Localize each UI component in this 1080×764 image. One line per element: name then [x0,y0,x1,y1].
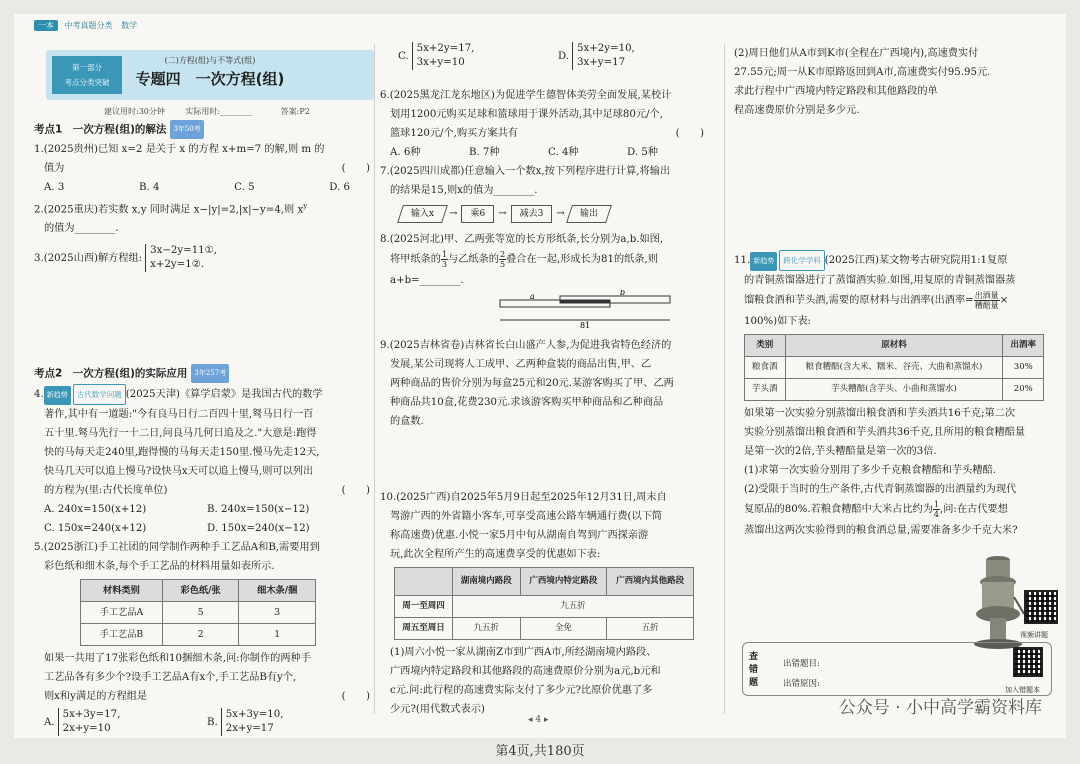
table-cell: 20% [1003,379,1044,401]
option-b: B. 240x=150(x−12) [207,503,310,515]
chapter-label: (二)方程(组)与不等式(组) [164,56,256,65]
option-d: D. 5种 [627,147,658,158]
fraction [441,250,448,269]
numerator: 1 [933,499,939,509]
trend-tag: 新趋势 [750,252,777,271]
flow-output [566,205,612,223]
column-divider [374,44,375,714]
arrow-icon: → [498,208,507,219]
q11-part-2-4: 蒸馏出这两次实验得到的粮食酒总量,需要准备多少千克大米? [744,525,1018,536]
question-5 [34,538,370,736]
page-footer: 第4页,共180页 [495,744,585,759]
table-cell: 1 [239,623,316,645]
q11-text-5: 如果第一次实验分别蒸馏出粮食酒和芋头酒共16千克;第二次 [744,408,1016,419]
denominator: 4 [933,509,939,519]
q6-text: 6.(2025黑龙江龙东地区)为促进学生德智体美劳全面发展,某校计 [380,90,672,101]
table-header: 广西境内其他路段 [607,568,694,596]
q10-part-1-4: 少元?(用代数式表示) [390,704,485,715]
q4-text-3: 五十里.驽马先行一十二日,问良马几何日追及之."大意是:跑得 [44,427,317,439]
panel-field-reason: 出错原因: [783,679,820,689]
q5-text-5: 则x和y满足的方程组是 [44,690,148,702]
table-header: 彩色纸/张 [162,579,239,601]
table-cell: 手工艺品B [81,623,163,645]
table-row [745,357,1044,379]
video-qr-code[interactable] [1024,590,1058,624]
q10-text-3: 称高速费)优惠.小悦一家5月中旬从湖南自驾到广西探亲游 [390,530,649,541]
answer-paren: ( ) [341,162,370,174]
table-header: 湖南境内路段 [453,568,521,596]
q10-part-2-2: 27.55元;周一从K市原路返回到A市,高速费实付95.95元. [734,67,991,78]
table-header: 细木条/捆 [239,579,316,601]
q5-options-ab [34,708,370,736]
q8-text-3: 与乙纸条的 [448,254,499,265]
option-b: B. 5x+3y=10, 2x+y=17 [207,708,284,734]
table-cell: 五折 [607,618,694,640]
brand-tag: 一本 [34,20,58,31]
liquor-table [744,334,1044,401]
answer-paren: ( ) [675,128,704,139]
table-row [81,623,316,645]
q11-part-2: (2)受限于当时的生产条件,古代青铜蒸馏器的出酒量约为现代 [744,484,1017,495]
q7-text: 7.(2025四川成都)任意输入一个数x,按下列程序进行计算,将输出 [380,166,671,177]
topic-tag: 古代数学问题 [73,384,126,405]
q1-text: 1.(2025贵州)已知 x=2 是关于 x 的方程 x+m=7 的解,则 m 的 [34,143,325,155]
q11-text: (2025江西)某文物考古研究院用1:1复原 [824,255,1008,266]
answer-ref: 答案:P2 [280,107,310,116]
table-header: 类别 [745,335,786,357]
option-a: A. 3 [44,181,65,193]
table-header: 出酒率 [1003,335,1044,357]
option-b: B. 4 [139,181,160,193]
flow-step: 乘6 [461,205,494,223]
series-name: 中考真题分类 [64,21,113,30]
flow-output-label: 输出 [579,208,598,219]
fraction [499,250,506,269]
option-a: A. 5x+3y=17, 2x+y=10 [44,708,121,734]
table-cell: 周五至周日 [395,618,453,640]
q10-text: 10.(2025广西)自2025年5月9日起至2025年12月31日,周末自 [380,492,667,503]
q9-text-5: 的盒数. [390,416,424,427]
equation-system [145,244,217,272]
question-2 [34,197,370,238]
table-cell: 粮食糟醅(含大米、糯米、谷壳、大曲和蒸馏水) [785,357,1003,379]
q6-text-3: 篮球120元/个,购买方案共有 [390,128,518,139]
arrow-icon: → [449,208,458,219]
table-cell: 全免 [520,618,607,640]
q10-part-2-3: 求此行程中广西境内特定路段和其他路段的单 [734,86,938,97]
answer-paren: ( ) [341,690,370,702]
table-row [395,618,694,640]
option-d: D. 5x+2y=10, 3x+y=17 [558,43,635,68]
flow-step: 减去3 [511,205,553,223]
option-c: C. 5x+2y=17, 3x+y=10 [398,43,475,68]
q9-text-2: 发展,某公司现将人工成甲、乙两种盒装的商品出售,甲、乙 [390,359,652,370]
table-header: 材料类别 [81,579,163,601]
table-row [81,601,316,623]
equation-2: 2x+y=17 [225,722,274,734]
table-row [745,379,1044,401]
table-cell: 周一至周四 [395,596,453,618]
numerator: 出酒量 [974,290,999,300]
q11-text-6: 实验分别蒸馏出粮食酒和芋头酒共36千克,且所用的粮食糟醅量 [744,427,1026,438]
q10-text-4: 玩,此次全程所产生的高速费享受的优惠如下表: [390,549,601,560]
column-3 [734,14,1056,738]
q2-text-2: 的值为________. [44,222,119,234]
q5-text: 5.(2025浙江)手工社团的同学制作两种手工艺品A和B,需要用到 [34,541,320,553]
page-number: ◂ 4 ▸ [528,715,549,725]
question-1 [34,140,370,197]
figure-label-a: a [530,292,535,301]
q11-part-2-2: 复原品的80%.若粮食糟醅中大米占比约为 [744,504,933,515]
q5-text-2: 彩色纸和细木条,每个手工艺品的材料用量如表所示. [44,560,275,572]
q8-text-2: 将甲纸条的 [390,254,441,265]
q10-part-2-4: 程高速费原价分别是多少元. [734,105,860,116]
table-cell: 2 [162,623,239,645]
equation-2: 3x+y=10 [416,57,465,68]
q2-exponent: y [303,201,308,210]
table-cell: 九五折 [453,618,521,640]
section-heading: 考点2 一次方程(组)的实际应用 [34,367,188,380]
question-11: 11. 新趋势 跨化学学科 (2025江西)某文物考古研究院用1:1复原 的青铜蒸馏器进行了蒸馏酒实验.如图,用复原的青铜蒸馏器蒸 馏粮食酒和芋头酒,需要的原材料与出酒率(出酒率= $\frac{\text{出酒量}}{\text{糟醅量}}$ × 100%)如下表: 类别 原材料 出酒率 粮食酒 粮食糟醅(含大米、糯米、谷壳、大曲和蒸馏水) 30% 芋头酒 芋头糟醅(含芋头、小曲和蒸馏水) 20% 如果第一次实验分别蒸馏出粮食酒和芋头酒共16千克;第二次 实验分别蒸馏出粮食酒和芋头酒共36千克,且所用的粮食糟醅量 是第一次的2倍,芋头糟醅量是第一次的3倍. (1)求第一次实验分别用了多少千克粮食糟醅和芋头糟醅. (2)受限于当时的生产条件,古代青铜蒸馏器的出酒量约为现代 复原品的80%.若粮食糟醅中大米占比约为 $\frac{1}{4}$ ,问:在古代要想 蒸馏出这两次实验得到的粮食酒总量,需要准备多少千克大米? [734,250,1056,540]
qr-label: 加入错题本 [1005,686,1040,694]
q8-text-5: a+b=________. [390,275,464,286]
denominator: 5 [499,259,506,269]
q9-text-4: 种商品共10盒,花费230元.求该游客购买甲种商品和乙种商品 [390,397,664,408]
table-cell: 芋头酒 [745,379,786,401]
equation-2: 2x+y=10 [62,722,111,734]
table-cell: 芋头糟醅(含芋头、小曲和蒸馏水) [785,379,1003,401]
question-4: 4. 新趋势 古代数学问题 (2025天津)《算学启蒙》是我国古代的数学 著作,其中有一道题:"今有良马日行二百四十里,驽马日行一百 五十里.驽马先行一十二日,问良马几何日追及之."大意是:跑得 快的马每天走240里,跑得慢的马每天走150里.慢马先走12天, 快马几天可以追上慢马?设快马x天可以追上慢马,则可以列出 的方程为(里:古代长度单位) ( ) A. 240x=150(x+12) B. 240x=150(x−12) C. 150x=240(x+12) D. 150x=240(x−12) [34,384,370,538]
topic-tag: 跨化学学科 [779,250,825,271]
subject-name: 数学 [121,21,138,30]
toll-discount-table [394,567,694,640]
table-row [395,596,694,618]
errorbook-qr-code[interactable] [1013,647,1043,677]
q10-part-1: (1)周六小悦一家从湖南Z市到广西A市,所经湖南境内路段、 [390,647,657,658]
numerator: 2 [499,249,506,259]
option-b: B. 7种 [468,147,500,158]
equation-2: x+2y=1②. [150,258,205,270]
q1-options [34,178,370,197]
exam-count-badge: 3年257考 [191,364,229,383]
q4-options [34,500,370,538]
question-10-part-2 [734,44,1056,120]
q11-text-2: 的青铜蒸馏器进行了蒸馏酒实验.如图,用复原的青铜蒸馏器蒸 [744,275,1016,286]
q3-text: 3.(2025山西)解方程组: [34,252,143,264]
time-meta [104,106,310,117]
q5-text-3: 如果一共用了17张彩色纸和10捆细木条,问:你制作的两种手 [44,652,311,664]
equation-2: 3x+y=17 [577,57,626,68]
section-1 [34,120,370,272]
table-cell: 30% [1003,357,1044,379]
question-8 [380,230,718,337]
column-2 [380,14,718,738]
question-6 [380,86,718,162]
q11-part-2-3: ,问:在古代要想 [939,504,1008,515]
trend-tag: 新趋势 [44,386,71,405]
option-c: C. 4种 [548,147,579,158]
panel-label: 查错题 [749,652,759,688]
error-log-panel [742,642,1052,696]
q8-text-4: 叠合在一起,形成长为81的纸条,则 [506,254,658,265]
exam-count-badge: 3年50考 [170,120,203,139]
q6-text-2: 划用1200元购买足球和篮球用于课外活动,其中足球80元/个, [390,109,663,120]
suggested-time: 建议用时:30分钟 [104,107,165,116]
section-2 [34,364,370,736]
flow-input [397,205,448,223]
question-9 [380,336,718,431]
table-header: 广西境内特定路段 [520,568,607,596]
denominator: 糟醅量 [974,300,999,310]
worksheet-page [14,14,1066,738]
equation-1: 5x+2y=10, [577,43,635,54]
q5-text-4: 工艺品各有多少个?设手工艺品A有x个,手工艺品B有y个, [44,671,297,683]
page-number-value: 4 [535,715,542,725]
watermark: 公众号 · 小中高学霸资料库 [838,698,1042,718]
q4-text-6: 的方程为(里:古代长度单位) [44,484,168,496]
q10-part-2: (2)周日他们从A市到K市(全程在广西境内),高速费实付 [734,48,979,59]
q9-text-3: 两种商品的售价分别为每盒25元和20元.某游客购买了甲、乙两 [390,378,674,389]
equation-1: 5x+3y=10, [225,708,284,720]
bronze-still-image [972,552,1024,650]
q4-text-4: 快的马每天走240里,跑得慢的马每天走150里.慢马先走12天, [44,446,320,458]
flow-input-label: 输入x [411,208,435,219]
fraction [974,291,1000,310]
q1-text-2: 值为 [44,162,65,174]
arrow-icon: → [556,208,565,219]
q7-text-2: 的结果是15,则x的值为________. [390,185,538,196]
q11-text-3: 馏粮食酒和芋头酒,需要的原材料与出酒率(出酒率= [744,295,974,306]
option-a: A. 240x=150(x+12) [44,503,147,515]
page-title: 专题四 一次方程(组) [135,70,285,88]
section-heading: 考点1 一次方程(组)的解法 [34,123,167,136]
times-sign: × [999,295,1009,306]
table-cell: 粮食酒 [745,357,786,379]
q10-part-1-3: c元.问:此行程的高速费实际支付了多少元?比原价优惠了多 [390,685,653,696]
table-cell: 九五折 [453,596,694,618]
numerator: 1 [441,249,448,259]
materials-table [80,579,316,646]
q4-text: (2025天津)《算学启蒙》是我国古代的数学 [125,388,323,400]
panel-field-question: 出错题目: [783,659,820,669]
option-d: D. 150x=240(x−12) [207,522,310,534]
q10-text-2: 驾游广西的外省籍小客车,可享受高速公路车辆通行费(以下简 [390,511,663,522]
equation-1: 3x−2y=11①, [150,244,218,256]
option-a: A. 6种 [390,147,421,158]
actual-time: 实际用时:________ [185,107,253,116]
q11-part-1: (1)求第一次实验分别用了多少千克粮食糟醅和芋头糟醅. [744,465,996,476]
part-sublabel: 考点分类突破 [64,78,110,87]
q8-text: 8.(2025河北)甲、乙两张等宽的长方形纸条,长分别为a,b.如图, [380,234,664,245]
option-d: D. 6 [329,181,350,193]
equation-1: 5x+3y=17, [62,708,121,720]
table-cell: 3 [239,601,316,623]
q4-text-2: 著作,其中有一道题:"今有良马日行二百四十里,驽马日行一百 [44,408,314,420]
q5-options-cd [380,42,718,70]
option-c: C. 150x=240(x+12) [44,522,147,534]
table-cell: 5 [162,601,239,623]
q9-text: 9.(2025吉林省卷)吉林省长白山盛产人参,为促进我省特色经济的 [380,340,672,351]
question-10 [380,488,718,719]
paper-strip-figure [490,290,690,330]
fraction [933,500,940,519]
column-1 [34,14,370,738]
question-3 [34,244,370,272]
table-header [395,568,453,596]
column-divider [724,44,725,714]
q4-text-5: 快马几天可以追上慢马?设快马x天可以追上慢马,则可以列出 [44,465,314,477]
topic-banner [46,50,374,100]
q2-text: 2.(2025重庆)若实数 x,y 同时满足 x−|y|=2,|x|−y=4,则 x [34,203,304,215]
table-cell: 手工艺品A [81,601,163,623]
equation-1: 5x+2y=17, [416,43,475,54]
part-label: 第一部分 [72,63,102,72]
q11-text-4: 100%)如下表: [744,316,812,327]
figure-label-b: b [620,290,626,297]
running-header [34,20,137,31]
qr-label: 视频讲题 [1020,631,1048,639]
q6-options [380,143,718,162]
answer-paren: ( ) [341,484,370,496]
option-c: C. 5 [234,181,255,193]
figure-label-81: 81 [580,321,591,330]
program-flowchart [380,204,718,223]
denominator: 3 [441,259,448,269]
q11-text-7: 是第一次的2倍,芋头糟醅量是第一次的3倍. [744,446,937,457]
q10-part-1-2: 广西境内特定路段和其他路段的高速费原价分别为a元,b元和 [390,666,661,677]
question-7 [380,162,718,227]
table-header: 原材料 [785,335,1003,357]
